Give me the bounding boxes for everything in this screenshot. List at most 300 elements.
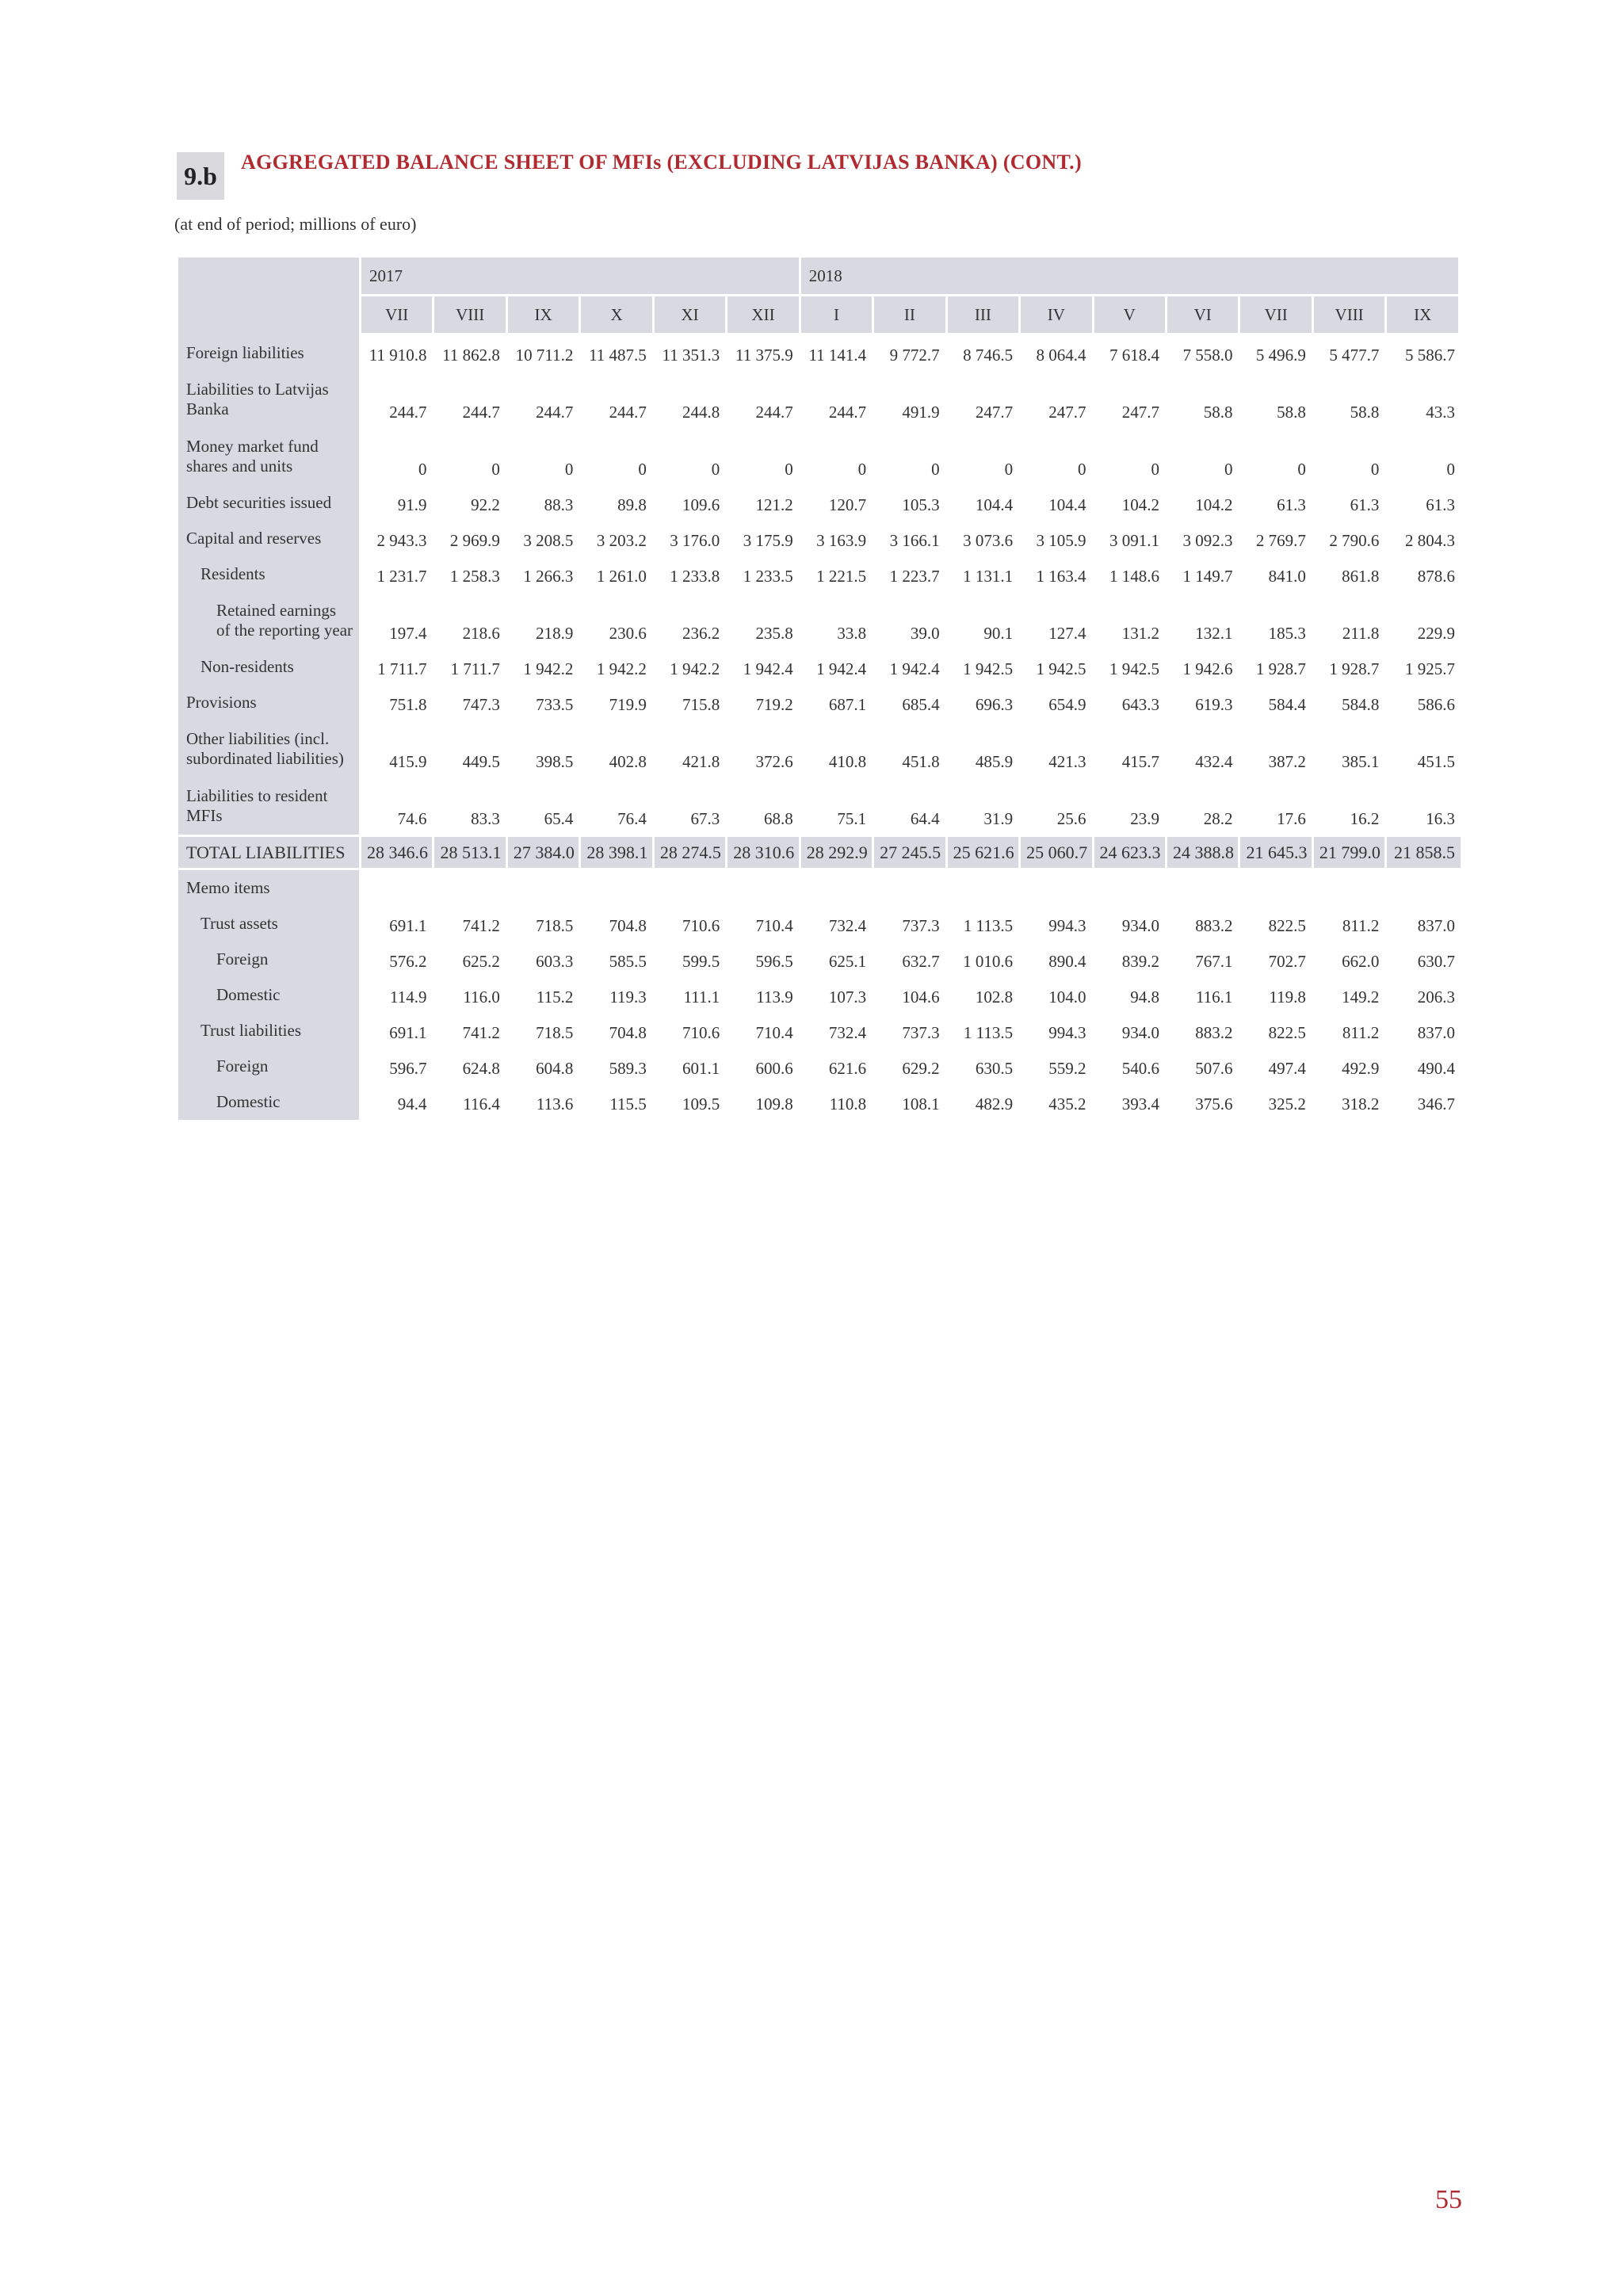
table-cell: 110.8 — [801, 1084, 874, 1120]
table-cell: 601.1 — [655, 1049, 727, 1084]
table-cell: 120.7 — [801, 485, 874, 521]
table-cell: 449.5 — [434, 720, 507, 777]
table-cell: 11 910.8 — [361, 335, 434, 371]
row-label: Trust liabilities — [178, 1013, 361, 1049]
table-cell: 1 942.2 — [508, 649, 581, 685]
table-cell: 25.6 — [1021, 777, 1094, 835]
table-cell: 0 — [1446, 460, 1455, 479]
table-cell: 619.3 — [1167, 685, 1240, 720]
table-cell: 421.3 — [1021, 720, 1094, 777]
empty-cell — [874, 870, 947, 906]
table-cell: 375.6 — [1167, 1084, 1240, 1120]
table-cell: 733.5 — [508, 685, 581, 720]
month-header: X — [581, 296, 654, 335]
table-cell: 65.4 — [508, 777, 581, 835]
row-label: Non-residents — [178, 649, 361, 685]
row-label: Foreign — [178, 1049, 361, 1084]
table-cell: 244.8 — [655, 371, 727, 428]
month-header: VII — [361, 296, 434, 335]
table-cell: 589.3 — [581, 1049, 654, 1084]
row-label: Foreign liabilities — [178, 335, 361, 371]
table-cell: 1 113.5 — [948, 906, 1021, 942]
table-cell: 17.6 — [1240, 777, 1313, 835]
table-cell: 696.3 — [948, 685, 1021, 720]
table-cell: 1 928.7 — [1240, 649, 1313, 685]
table-cell: 61.3 — [1426, 495, 1455, 514]
table-cell: 28 398.1 — [581, 835, 654, 870]
empty-cell — [1167, 870, 1240, 906]
table-cell: 630.7 — [1417, 952, 1455, 971]
table-cell: 116.4 — [434, 1084, 507, 1120]
table-cell: 325.2 — [1240, 1084, 1313, 1120]
table-cell: 719.2 — [727, 685, 800, 720]
table-cell: 39.0 — [874, 592, 947, 649]
empty-cell — [361, 870, 434, 906]
table-cell: 451.5 — [1417, 752, 1455, 771]
row-label: Capital and reserves — [178, 521, 361, 556]
empty-cell — [655, 870, 727, 906]
table-cell: 767.1 — [1167, 942, 1240, 977]
year-header: 2018 — [801, 258, 1461, 296]
table-cell: 0 — [361, 428, 434, 485]
table-cell: 104.2 — [1167, 485, 1240, 521]
table-row — [178, 1049, 1461, 1084]
table-cell: 1 925.7 — [1405, 659, 1455, 678]
table-cell: 76.4 — [581, 777, 654, 835]
table-cell: 685.4 — [874, 685, 947, 720]
table-cell: 91.9 — [361, 485, 434, 521]
table-cell: 741.2 — [434, 1013, 507, 1049]
table-cell: 732.4 — [801, 906, 874, 942]
row-label: TOTAL LIABILITIES — [178, 835, 361, 870]
table-cell: 218.6 — [434, 592, 507, 649]
table-cell: 3 105.9 — [1021, 521, 1094, 556]
table-row — [178, 371, 1461, 428]
table-cell: 244.7 — [801, 371, 874, 428]
table-row — [178, 1084, 1461, 1120]
table-cell: 600.6 — [727, 1049, 800, 1084]
table-row — [178, 428, 1461, 485]
table-cell: 704.8 — [581, 1013, 654, 1049]
table-cell: 629.2 — [874, 1049, 947, 1084]
table-cell: 67.3 — [655, 777, 727, 835]
year-header: 2017 — [361, 258, 801, 296]
table-cell: 625.1 — [801, 942, 874, 977]
table-cell: 603.3 — [508, 942, 581, 977]
table-cell: 878.6 — [1417, 567, 1455, 586]
table-cell: 104.2 — [1094, 485, 1167, 521]
table-cell: 0 — [1167, 428, 1240, 485]
table-cell: 1 942.5 — [1021, 649, 1094, 685]
table-row — [178, 977, 1461, 1013]
table-cell: 121.2 — [727, 485, 800, 521]
table-cell: 540.6 — [1094, 1049, 1167, 1084]
page-number: 55 — [1435, 2185, 1462, 2214]
table-cell: 710.6 — [655, 1013, 727, 1049]
table-cell: 372.6 — [727, 720, 800, 777]
table-cell: 107.3 — [801, 977, 874, 1013]
table-cell: 92.2 — [434, 485, 507, 521]
table-cell: 2 969.9 — [434, 521, 507, 556]
table-cell: 710.6 — [655, 906, 727, 942]
empty-cell — [801, 870, 874, 906]
table-cell: 3 166.1 — [874, 521, 947, 556]
table-cell: 90.1 — [948, 592, 1021, 649]
table-cell: 435.2 — [1021, 1084, 1094, 1120]
table-cell: 11 862.8 — [434, 335, 507, 371]
table-cell: 490.4 — [1417, 1059, 1455, 1078]
table-cell: 585.5 — [581, 942, 654, 977]
table-cell: 244.7 — [434, 371, 507, 428]
month-header: XII — [727, 296, 800, 335]
table-cell: 23.9 — [1094, 777, 1167, 835]
table-cell: 3 092.3 — [1167, 521, 1240, 556]
table-cell: 643.3 — [1094, 685, 1167, 720]
table-cell: 861.8 — [1314, 556, 1387, 592]
table-cell: 16.3 — [1426, 809, 1455, 828]
table-cell: 127.4 — [1021, 592, 1094, 649]
table-cell: 206.3 — [1417, 988, 1455, 1007]
table-cell: 149.2 — [1314, 977, 1387, 1013]
table-row — [178, 556, 1461, 592]
table-cell: 715.8 — [655, 685, 727, 720]
table-cell: 883.2 — [1167, 1013, 1240, 1049]
table-cell: 691.1 — [361, 1013, 434, 1049]
empty-cell — [948, 870, 1021, 906]
table-cell: 113.9 — [727, 977, 800, 1013]
table-cell: 584.4 — [1240, 685, 1313, 720]
table-cell: 507.6 — [1167, 1049, 1240, 1084]
table-cell: 687.1 — [801, 685, 874, 720]
table-cell: 25 060.7 — [1021, 835, 1094, 870]
table-cell: 890.4 — [1021, 942, 1094, 977]
month-header: IV — [1021, 296, 1094, 335]
empty-cell — [434, 870, 507, 906]
table-cell: 28 513.1 — [434, 835, 507, 870]
table-cell: 1 942.4 — [727, 649, 800, 685]
table-cell: 718.5 — [508, 1013, 581, 1049]
table-cell: 625.2 — [434, 942, 507, 977]
table-cell: 244.7 — [508, 371, 581, 428]
table-cell: 132.1 — [1167, 592, 1240, 649]
table-cell: 1 942.4 — [874, 649, 947, 685]
table-cell: 28 292.9 — [801, 835, 874, 870]
table-cell: 43.3 — [1426, 403, 1455, 422]
table-cell: 116.1 — [1167, 977, 1240, 1013]
table-cell: 247.7 — [1021, 371, 1094, 428]
table-cell: 751.8 — [361, 685, 434, 720]
table-cell: 839.2 — [1094, 942, 1167, 977]
table-cell: 115.5 — [581, 1084, 654, 1120]
table-cell: 1 221.5 — [801, 556, 874, 592]
month-header: II — [874, 296, 947, 335]
table-cell: 88.3 — [508, 485, 581, 521]
table-row — [178, 335, 1461, 371]
table-cell: 28 274.5 — [655, 835, 727, 870]
table-cell: 934.0 — [1094, 1013, 1167, 1049]
table-cell: 5 586.7 — [1405, 346, 1455, 365]
table-cell: 837.0 — [1417, 916, 1455, 935]
table-cell: 1 942.6 — [1167, 649, 1240, 685]
table-cell: 185.3 — [1240, 592, 1313, 649]
month-header: V — [1094, 296, 1167, 335]
table-cell: 94.8 — [1094, 977, 1167, 1013]
table-cell: 0 — [508, 428, 581, 485]
table-cell: 104.6 — [874, 977, 947, 1013]
table-cell: 3 176.0 — [655, 521, 727, 556]
table-cell: 28.2 — [1167, 777, 1240, 835]
table-cell: 8 064.4 — [1021, 335, 1094, 371]
table-cell: 702.7 — [1240, 942, 1313, 977]
table-cell: 61.3 — [1240, 485, 1313, 521]
table-cell: 718.5 — [508, 906, 581, 942]
table-row — [178, 835, 1461, 870]
table-cell: 11 351.3 — [655, 335, 727, 371]
table-cell: 410.8 — [801, 720, 874, 777]
table-row — [178, 685, 1461, 720]
table-cell: 0 — [1021, 428, 1094, 485]
table-cell: 0 — [801, 428, 874, 485]
table-cell: 822.5 — [1240, 1013, 1313, 1049]
row-label: Liabilities to resident MFIs — [178, 777, 361, 835]
table-cell: 604.8 — [508, 1049, 581, 1084]
table-cell: 21 799.0 — [1314, 835, 1387, 870]
table-cell: 25 621.6 — [948, 835, 1021, 870]
table-cell: 11 375.9 — [727, 335, 800, 371]
table-cell: 3 208.5 — [508, 521, 581, 556]
table-cell: 1 010.6 — [948, 942, 1021, 977]
table-cell: 0 — [1240, 428, 1313, 485]
table-cell: 662.0 — [1314, 942, 1387, 977]
month-header: VII — [1240, 296, 1313, 335]
row-label: Retained earnings of the reporting year — [178, 592, 361, 649]
table-cell: 105.3 — [874, 485, 947, 521]
table-cell: 109.6 — [655, 485, 727, 521]
table-cell: 5 477.7 — [1314, 335, 1387, 371]
table-cell: 108.1 — [874, 1084, 947, 1120]
table-cell: 1 223.7 — [874, 556, 947, 592]
table-cell: 599.5 — [655, 942, 727, 977]
table-cell: 211.8 — [1314, 592, 1387, 649]
table-cell: 0 — [948, 428, 1021, 485]
row-label: Trust assets — [178, 906, 361, 942]
table-cell: 131.2 — [1094, 592, 1167, 649]
row-label: Other liabilities (incl. subordinated liabilities) — [178, 720, 361, 777]
year-header-row — [178, 258, 1461, 296]
table-cell: 218.9 — [508, 592, 581, 649]
memo-header-row — [178, 870, 1461, 906]
table-cell: 33.8 — [801, 592, 874, 649]
row-label: Residents — [178, 556, 361, 592]
table-cell: 3 203.2 — [581, 521, 654, 556]
table-cell: 2 790.6 — [1314, 521, 1387, 556]
table-row — [178, 942, 1461, 977]
table-cell: 116.0 — [434, 977, 507, 1013]
table-cell: 94.4 — [361, 1084, 434, 1120]
table-cell: 247.7 — [948, 371, 1021, 428]
month-header: VIII — [1314, 296, 1387, 335]
table-cell: 632.7 — [874, 942, 947, 977]
table-cell: 691.1 — [361, 906, 434, 942]
table-cell: 28 310.6 — [727, 835, 800, 870]
table-cell: 841.0 — [1240, 556, 1313, 592]
table-cell: 3 073.6 — [948, 521, 1021, 556]
empty-cell — [1021, 870, 1094, 906]
table-cell: 576.2 — [361, 942, 434, 977]
month-header: I — [801, 296, 874, 335]
month-header: VI — [1167, 296, 1240, 335]
table-cell: 68.8 — [727, 777, 800, 835]
table-cell: 1 261.0 — [581, 556, 654, 592]
table-cell: 111.1 — [655, 977, 727, 1013]
table-cell: 811.2 — [1314, 1013, 1387, 1049]
table-cell: 994.3 — [1021, 906, 1094, 942]
table-cell: 432.4 — [1167, 720, 1240, 777]
empty-cell — [727, 870, 800, 906]
table-row — [178, 521, 1461, 556]
table-cell: 10 711.2 — [508, 335, 581, 371]
table-cell: 119.3 — [581, 977, 654, 1013]
section-number-badge: 9.b — [177, 152, 224, 200]
table-cell: 83.3 — [434, 777, 507, 835]
table-cell: 3 091.1 — [1094, 521, 1167, 556]
table-cell: 235.8 — [727, 592, 800, 649]
row-label: Liabilities to Latvijas Banka — [178, 371, 361, 428]
table-cell: 1 266.3 — [508, 556, 581, 592]
table-cell: 0 — [1314, 428, 1387, 485]
table-cell: 28 346.6 — [361, 835, 434, 870]
table-cell: 89.8 — [581, 485, 654, 521]
table-cell: 586.6 — [1417, 695, 1455, 714]
table-cell: 2 769.7 — [1240, 521, 1313, 556]
table-cell: 31.9 — [948, 777, 1021, 835]
table-cell: 109.5 — [655, 1084, 727, 1120]
table-cell: 109.8 — [727, 1084, 800, 1120]
table-cell: 837.0 — [1417, 1023, 1455, 1042]
table-cell: 1 942.2 — [581, 649, 654, 685]
table-cell: 61.3 — [1314, 485, 1387, 521]
table-cell: 1 711.7 — [434, 649, 507, 685]
empty-cell — [1094, 870, 1167, 906]
month-header: III — [948, 296, 1021, 335]
table-row — [178, 1013, 1461, 1049]
table-cell: 104.0 — [1021, 977, 1094, 1013]
table-cell: 346.7 — [1417, 1095, 1455, 1114]
table-cell: 244.7 — [727, 371, 800, 428]
table-cell: 197.4 — [361, 592, 434, 649]
table-cell: 58.8 — [1314, 371, 1387, 428]
table-cell: 737.3 — [874, 906, 947, 942]
table-cell: 1 928.7 — [1314, 649, 1387, 685]
table-cell: 451.8 — [874, 720, 947, 777]
table-cell: 710.4 — [727, 906, 800, 942]
table-subtitle: (at end of period; millions of euro) — [174, 214, 417, 234]
memo-items-label: Memo items — [178, 870, 361, 906]
row-label: Money market fund shares and units — [178, 428, 361, 485]
table-cell: 244.7 — [361, 371, 434, 428]
table-cell: 1 231.7 — [361, 556, 434, 592]
table-cell: 1 163.4 — [1021, 556, 1094, 592]
table-cell: 584.8 — [1314, 685, 1387, 720]
month-header: VIII — [434, 296, 507, 335]
table-cell: 229.9 — [1417, 624, 1455, 643]
table-cell: 654.9 — [1021, 685, 1094, 720]
table-cell: 421.8 — [655, 720, 727, 777]
table-cell: 492.9 — [1314, 1049, 1387, 1084]
empty-cell — [508, 870, 581, 906]
table-cell: 64.4 — [874, 777, 947, 835]
table-cell: 5 496.9 — [1240, 335, 1313, 371]
row-label: Debt securities issued — [178, 485, 361, 521]
table-cell: 3 163.9 — [801, 521, 874, 556]
table-cell: 491.9 — [874, 371, 947, 428]
table-cell: 704.8 — [581, 906, 654, 942]
table-cell: 104.4 — [1021, 485, 1094, 521]
table-cell: 415.9 — [361, 720, 434, 777]
table-cell: 27 384.0 — [508, 835, 581, 870]
table-cell: 113.6 — [508, 1084, 581, 1120]
empty-cell — [581, 870, 654, 906]
table-cell: 747.3 — [434, 685, 507, 720]
table-row — [178, 592, 1461, 649]
table-cell: 710.4 — [727, 1013, 800, 1049]
table-cell: 7 558.0 — [1167, 335, 1240, 371]
table-cell: 244.7 — [581, 371, 654, 428]
month-header: IX — [1387, 296, 1461, 335]
table-cell: 75.1 — [801, 777, 874, 835]
balance-sheet-table — [178, 258, 1461, 1120]
table-cell: 104.4 — [948, 485, 1021, 521]
month-header: IX — [508, 296, 581, 335]
table-cell: 1 711.7 — [361, 649, 434, 685]
table-cell: 624.8 — [434, 1049, 507, 1084]
table-cell: 0 — [874, 428, 947, 485]
table-cell: 27 245.5 — [874, 835, 947, 870]
table-cell: 398.5 — [508, 720, 581, 777]
table-cell: 247.7 — [1094, 371, 1167, 428]
row-label: Domestic — [178, 1084, 361, 1120]
table-cell: 58.8 — [1167, 371, 1240, 428]
table-cell: 16.2 — [1314, 777, 1387, 835]
table-cell: 1 149.7 — [1167, 556, 1240, 592]
table-cell: 8 746.5 — [948, 335, 1021, 371]
table-cell: 497.4 — [1240, 1049, 1313, 1084]
table-cell: 1 113.5 — [948, 1013, 1021, 1049]
table-cell: 102.8 — [948, 977, 1021, 1013]
table-cell: 387.2 — [1240, 720, 1313, 777]
table-cell: 11 141.4 — [801, 335, 874, 371]
table-cell: 994.3 — [1021, 1013, 1094, 1049]
month-header-row — [178, 296, 1461, 335]
table-cell: 119.8 — [1240, 977, 1313, 1013]
table-cell: 0 — [727, 428, 800, 485]
table-cell: 402.8 — [581, 720, 654, 777]
table-cell: 482.9 — [948, 1084, 1021, 1120]
table-cell: 115.2 — [508, 977, 581, 1013]
table-cell: 3 175.9 — [727, 521, 800, 556]
table-cell: 0 — [655, 428, 727, 485]
table-cell: 1 148.6 — [1094, 556, 1167, 592]
table-cell: 732.4 — [801, 1013, 874, 1049]
table-cell: 58.8 — [1240, 371, 1313, 428]
empty-cell — [1240, 870, 1313, 906]
table-cell: 9 772.7 — [874, 335, 947, 371]
table-cell: 11 487.5 — [581, 335, 654, 371]
table-cell: 1 942.5 — [948, 649, 1021, 685]
table-cell: 2 943.3 — [361, 521, 434, 556]
table-row — [178, 777, 1461, 835]
table-cell: 596.7 — [361, 1049, 434, 1084]
